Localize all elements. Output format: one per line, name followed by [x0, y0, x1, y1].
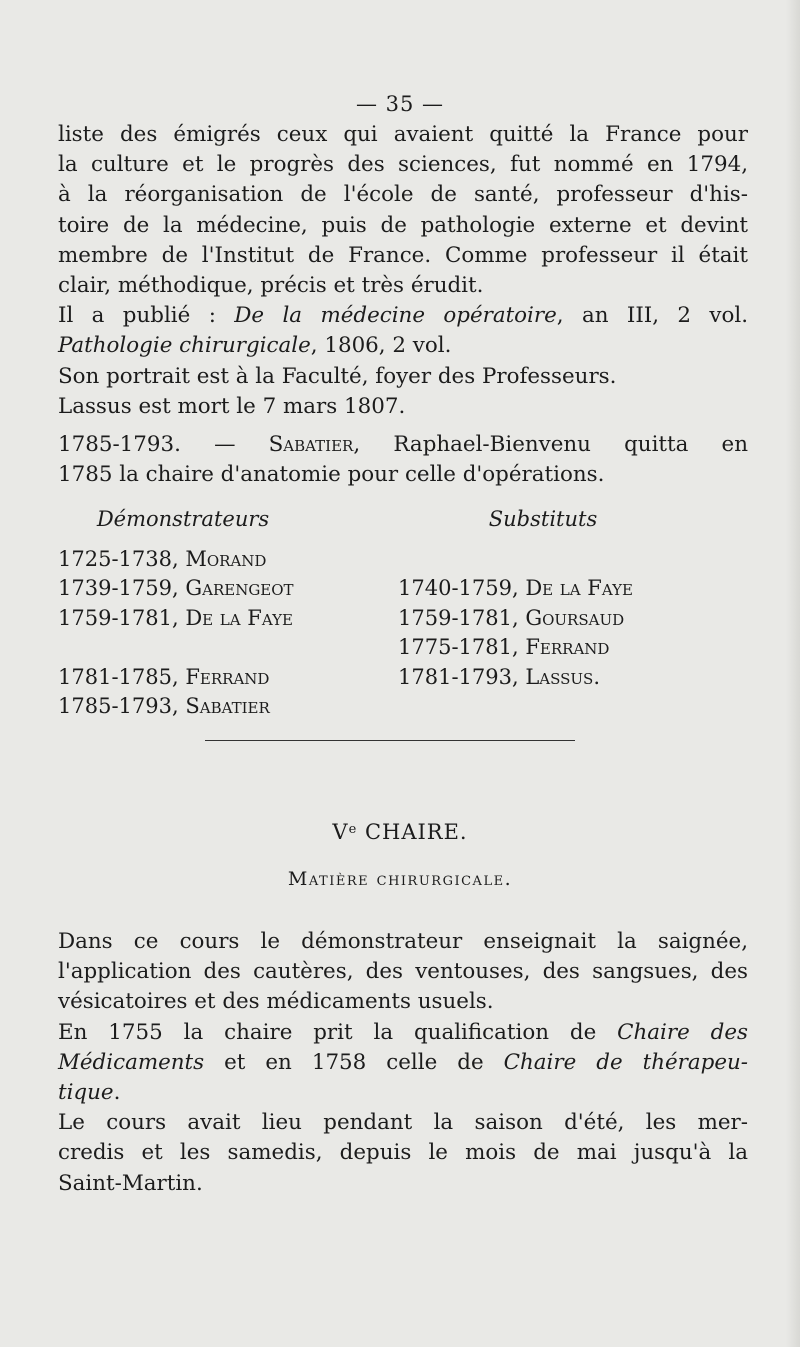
text-line: Dans ce cours le démonstrateur enseignait la saignée,: [58, 929, 748, 954]
paragraph-sabatier: [58, 430, 748, 490]
text-line: membre de l'Institut de France. Comme professeur il était: [58, 242, 748, 268]
text-line: 1785-1793. — Sabatier, Raphael-Bienvenu quitta en: [58, 432, 748, 457]
page-number: — 35 —: [355, 92, 445, 116]
portrait-line: Son portrait est à la Faculté, foyer des Professeurs.: [58, 363, 617, 389]
chair-title: Chaire des: [617, 1019, 748, 1045]
text-line: En 1755 la chaire prit la qualification de Chaire des: [58, 1019, 748, 1045]
table-row: 1781-1785, Ferrand: [58, 664, 270, 689]
text-line: Saint-Martin.: [58, 1170, 203, 1196]
book-title: Pathologie chirurgicale: [58, 333, 311, 359]
page-edge-shadow: [786, 0, 800, 1347]
chair-title: Médicaments: [58, 1049, 205, 1075]
text-line: à la réorganisation de l'école de santé, professeur d'his-: [58, 182, 748, 208]
death-line: Lassus est mort le 7 mars 1807.: [58, 393, 406, 419]
text-line: liste des émigrés ceux qui avaient quitté la France pour: [58, 122, 748, 147]
table-row-empty: [58, 633, 308, 663]
table-row: 1759-1781, Goursaud: [398, 605, 625, 630]
substituts-column: [398, 505, 688, 692]
section-divider: [205, 740, 575, 741]
chair-title: tique: [58, 1080, 114, 1106]
text-line: vésicatoires et des médicaments usuels.: [58, 989, 494, 1015]
text-line: Médicaments et en 1758 celle de Chaire de thérapeu-: [58, 1049, 748, 1075]
text-line: l'application des cautères, des ventouses, des sangsues, des: [58, 959, 748, 985]
text-line: 1785 la chaire d'anatomie pour celle d'opérations.: [58, 462, 605, 488]
table-row-empty: [398, 545, 688, 575]
column-header: Démonstrateurs: [96, 507, 270, 531]
paragraph-lassus-bio: [58, 120, 748, 422]
book-title: De la médecine opératoire: [234, 303, 557, 329]
table-row: 1775-1781, Ferrand: [398, 635, 610, 659]
paragraph-cours: [58, 927, 748, 1199]
person-name: Sabatier: [268, 432, 354, 457]
text-line: clair, méthodique, précis et très érudit.: [58, 273, 484, 299]
chair-title: Chaire de thérapeu-: [503, 1049, 748, 1075]
table-row: 1740-1759, De la Faye: [398, 576, 633, 600]
text-line: toire de la médecine, puis de pathologie externe et devint: [58, 212, 748, 238]
table-row: 1725-1738, Morand: [58, 546, 267, 571]
text-line: Le cours avait lieu pendant la saison d'été, les mer-: [58, 1110, 748, 1136]
demonstrateurs-column: [58, 505, 308, 722]
table-row: 1739-1759, Garengeot: [58, 576, 294, 600]
table-row: 1785-1793, Sabatier: [58, 694, 270, 718]
text-line: tique.: [58, 1080, 121, 1106]
publications-line-2: Pathologie chirurgicale, 1806, 2 vol.: [58, 333, 452, 359]
table-row: 1781-1793, Lassus.: [398, 664, 601, 689]
section-heading: Ve CHAIRE.: [332, 820, 468, 844]
table-row: 1759-1781, De la Faye: [58, 605, 293, 630]
text-line: credis et les samedis, depuis le mois de mai jusqu'à la: [58, 1140, 748, 1166]
section-subheading: Matière chirurgicale.: [287, 868, 513, 890]
column-header: Substituts: [488, 507, 598, 531]
text-line: la culture et le progrès des sciences, fut nommé en 1794,: [58, 152, 748, 178]
publications-line-1: Il a publié : De la médecine opératoire, an III, 2 vol.: [58, 303, 749, 329]
